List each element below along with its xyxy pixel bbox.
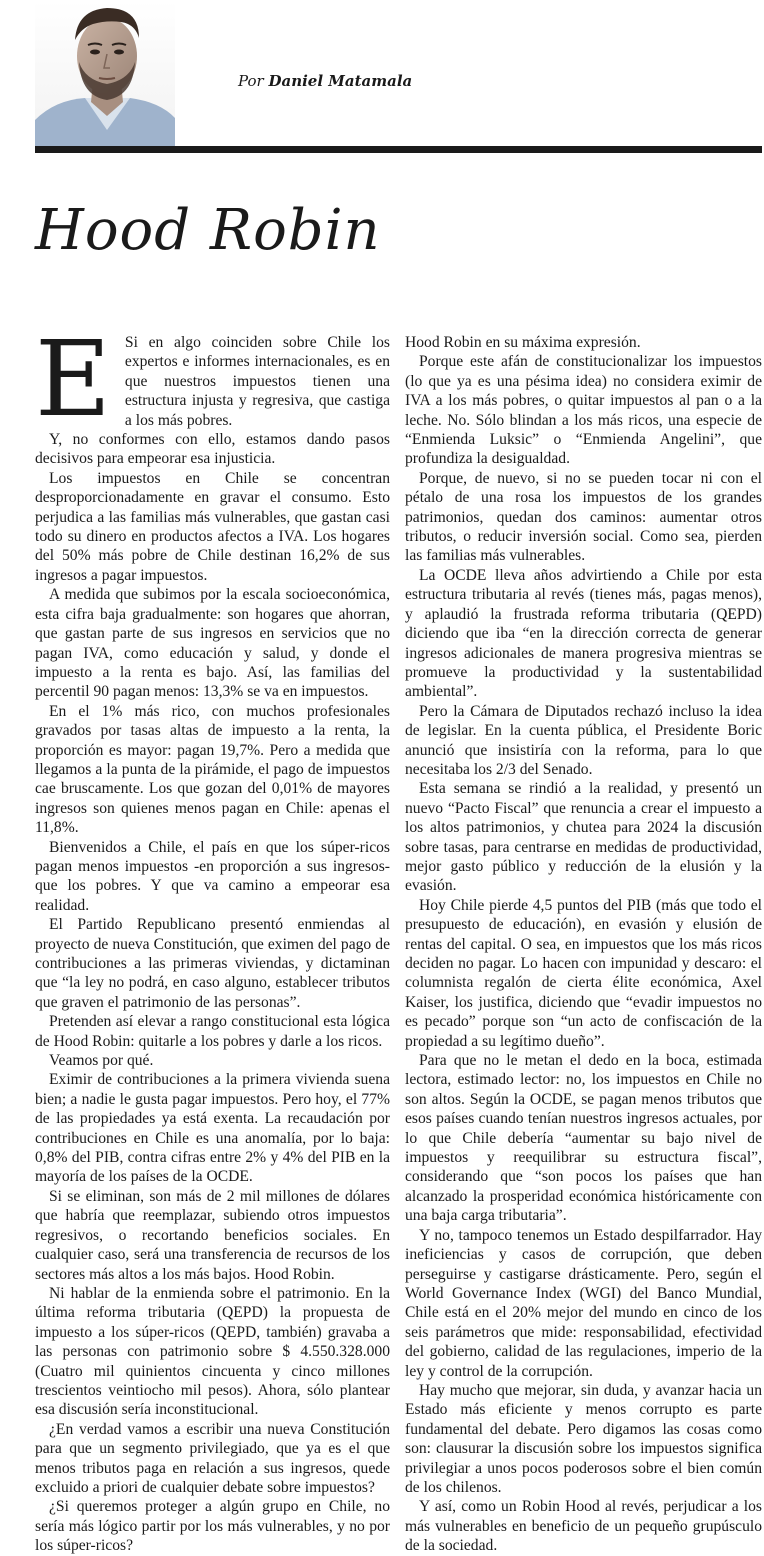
article-header: [0, 0, 764, 160]
byline-prefix: Por: [238, 72, 264, 90]
headline: Hood Robin: [35, 198, 381, 263]
paragraph: Y no, tampoco tenemos un Estado despilfarrador. Hay ineficiencias y casos de corrupción, que deben perseguirse y castigarse drásticamente. Pero, según el World Governance Index (WGI) del Banco Mundial, Chile está en el 20% mejor del mundo en cinco de los seis parámetros que mide: responsabilidad, efectividad del gobierno, calidad de las regulaciones, imperio de la ley y control de la corrupción.: [405, 1226, 762, 1380]
paragraph: ¿En verdad vamos a escribir una nueva Constitución para que un segmento privilegiado, que ya es el que menos tributos paga en relación a sus ingresos, quede excluido a priori de cualquier debate sobre impuestos?: [35, 1420, 390, 1496]
author-photo: [35, 0, 175, 146]
article-column-left: [35, 318, 390, 1555]
paragraph: La OCDE lleva años advirtiendo a Chile por esta estructura tributaria al revés (tienes más, pagas menos), y aplaudió la frustrada reforma tributaria (QEPD) diciendo que iba “en la dirección correcta de generar ingresos adicionales de manera progresiva mientras se promueve la productividad y la sustentabilidad ambiental”.: [405, 566, 762, 701]
paragraph: Eximir de contribuciones a la primera vivienda suena bien; a nadie le gusta pagar impuestos. Pero hoy, el 77% de las propiedades ya está exenta. La recaudación por contribuciones en Chile es una anomalía, por lo baja: 0,8% del PIB, contra cifras entre 2% y 4% del PIB en la mayoría de los países de la OCDE.: [35, 1071, 390, 1186]
paragraph: Hoy Chile pierde 4,5 puntos del PIB (más que todo el presupuesto de educación), en evasión y elusión de rentas del capital. O sea, en impuestos que los más ricos deciden no pagar. Lo hacen con impunidad y descaro: el columnista regalón de cierta élite económica, Axel Kaiser, los justifica, diciendo que “evadir impuestos no es pecado” porque son “un acto de confiscación de la propiedad a su legítimo dueño”.: [405, 896, 762, 1050]
drop-cap: E: [35, 318, 111, 440]
paragraph: Bienvenidos a Chile, el país en que los súper-ricos pagan menos impuestos -en proporción a sus ingresos- que los pobres. Y que va camino a empeorar esa realidad.: [35, 838, 390, 914]
paragraph: Hay mucho que mejorar, sin duda, y avanzar hacia un Estado más eficiente y menos corrupto es parte fundamental del debate. Pero digamos las cosas como son: clausurar la discusión sobre los impuestos significa privilegiar a unos pocos poderosos sobre el bien común de los chilenos.: [405, 1381, 762, 1496]
paragraph: Pero la Cámara de Diputados rechazó incluso la idea de legislar. En la cuenta pública, el Presidente Boric anunció que insistiría con la reforma, para lo que necesitaba los 2/3 del Senado.: [405, 702, 762, 778]
paragraph: Si se eliminan, son más de 2 mil millones de dólares que habría que reemplazar, subiendo otros impuestos regresivos, o recortando beneficios sociales. En cualquier caso, será una transferencia de recursos de los sectores más altos a los más bajos. Hood Robin.: [35, 1187, 390, 1283]
paragraph: Veamos por qué.: [49, 1052, 154, 1070]
paragraph: Y, no conformes con ello, estamos dando pasos decisivos para empeorar esa injusticia.: [35, 431, 390, 468]
paragraph: [35, 318, 390, 440]
paragraph: Para que no le metan el dedo en la boca, estimada lectora, estimado lector: no, los impuestos en Chile no son altos. Según la OCDE, se pagan menos tributos que esos países cuando tenían nuestros ingresos actuales, por lo que Chile debería “aumentar su bajo nivel de impuestos y reequilibrar su estructura fiscal”, considerando que “son pocos los países que han alcanzado la prosperidad económica históricamente con una baja carga tributaria”.: [405, 1052, 762, 1225]
paragraph-text: Si en algo coinciden sobre Chile los expertos e informes internacionales, es en que nuestros impuestos tienen una estructura injusta y regresiva, que castiga a los más pobres.: [124, 334, 390, 429]
byline: [238, 72, 412, 90]
paragraph: Y así, como un Robin Hood al revés, perjudicar a los más vulnerables en beneficio de un pequeño grupúsculo de la sociedad.: [405, 1498, 762, 1555]
paragraph: Ni hablar de la enmienda sobre el patrimonio. En la última reforma tributaria (QEPD) la propuesta de impuesto a los súper-ricos (QEPD, también) gravaba a las personas con patrimonio sobre $ 4.550.328.000 (Cuatro mil quinientos cincuenta y cinco millones trescientos veintiocho mil pesos). Ahora, sólo plantear esa discusión sería inconstitucional.: [35, 1284, 390, 1419]
paragraph: ¿Si queremos proteger a algún grupo en Chile, no sería más lógico partir por los más vulnerables, y no por los súper-ricos?: [35, 1498, 390, 1555]
paragraph: El Partido Republicano presentó enmiendas al proyecto de nueva Constitución, que eximen del pago de contribuciones a las primeras viviendas, y dictaminan que “la ley no podrá, en caso alguno, establecer tributos que graven el patrimonio de las personas”.: [35, 916, 390, 1011]
paragraph: A medida que subimos por la escala socioeconómica, esta cifra baja gradualmente: son hogares que ahorran, que gastan parte de sus ingresos en servicios que no pagan IVA, como educación y salud, y donde el impuesto a la renta es bajo. Así, las familias del percentil 90 pagan menos: 13,3% se va en impuestos.: [35, 586, 390, 701]
paragraph: Hood Robin en su máxima expresión.: [405, 334, 641, 351]
article-column-right: [405, 333, 762, 1555]
paragraph: Esta semana se rindió a la realidad, y presentó un nuevo “Pacto Fiscal” que renuncia a crear el impuesto a los altos patrimonios, y chutea para 2024 la discusión sobre tasas, para centrarse en medidas de productividad, mejor gasto público y reducción de la elusión y la evasión.: [405, 780, 762, 895]
author-portrait-image: [35, 0, 175, 146]
paragraph: Porque, de nuevo, si no se pueden tocar ni con el pétalo de una rosa los impuestos de los grandes patrimonios, quedan dos caminos: aumentar otros tributos, o reducir inversión social. Como sea, pierden las familias más vulnerables.: [405, 469, 762, 565]
header-rule: [35, 146, 762, 153]
byline-author: Daniel Matamala: [268, 72, 413, 90]
paragraph: Los impuestos en Chile se concentran desproporcionadamente en gravar el consumo. Esto perjudica a las familias más vulnerables, que gastan casi todo su dinero en productos afectos a IVA. Los hogares del 50% más pobre de Chile destinan 16,2% de sus ingresos a pagar impuestos.: [35, 469, 390, 584]
paragraph: Porque este afán de constitucionalizar los impuestos (lo que ya es una pésima idea) no considera eximir de IVA a los más pobres, o quitar impuestos al pan o a la leche. No. Sólo blindan a los más ricos, una especie de “Enmienda Luksic” o “Enmienda Angelini”, que profundiza la desigualdad.: [405, 353, 762, 468]
paragraph: Pretenden así elevar a rango constitucional esta lógica de Hood Robin: quitarle a los pobres y darle a los ricos.: [35, 1013, 390, 1050]
paragraph: En el 1% más rico, con muchos profesionales gravados por tasas altas de impuesto a la renta, la proporción es mayor: pagan 19,7%. Pero a medida que llegamos a la punta de la pirámide, el pago de impuestos cae bruscamente. Los que gozan del 0,01% de mayores ingresos son quienes menos pagan en Chile: apenas el 11,8%.: [35, 702, 390, 837]
